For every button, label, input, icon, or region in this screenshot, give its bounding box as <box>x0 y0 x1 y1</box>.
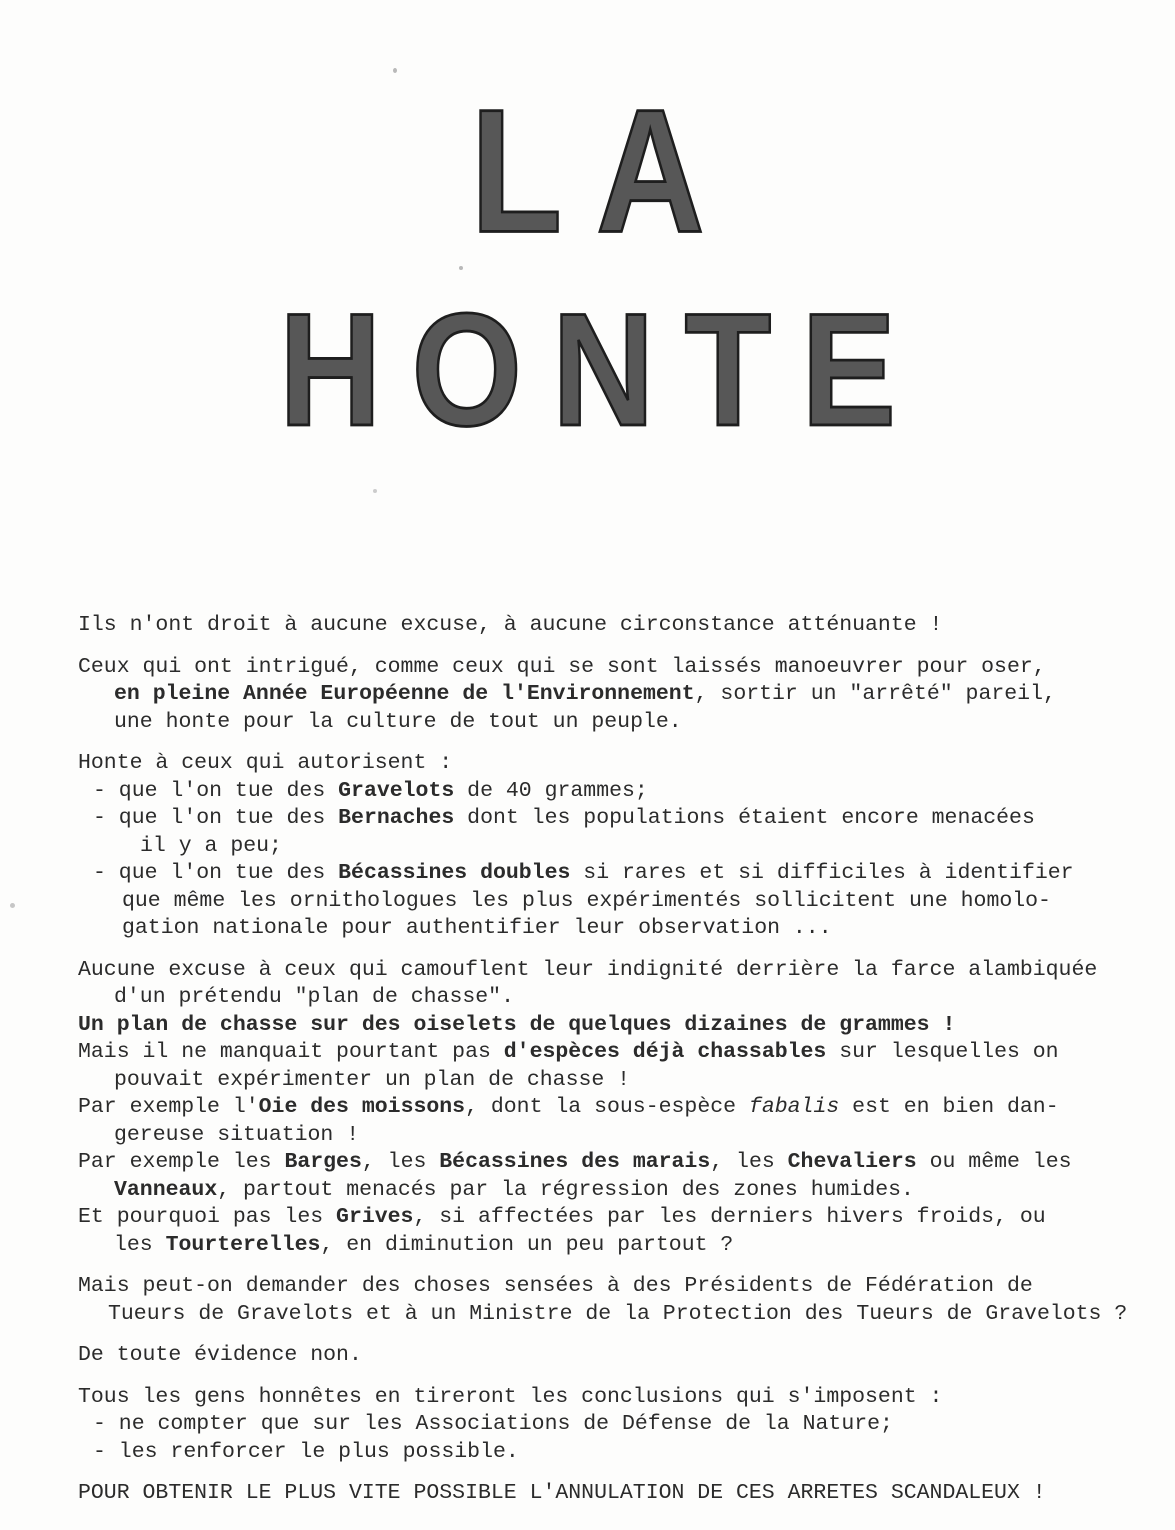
text-segment: POUR OBTENIR LE PLUS VITE POSSIBLE L'ANNULATION DE CES ARRETES SCANDALEUX ! <box>78 1481 1046 1505</box>
text-line <box>78 888 1137 916</box>
text-segment: , les <box>361 1150 440 1174</box>
text-segment: fabalis <box>748 1095 840 1119</box>
text-segment: - les renforcer le plus possible. <box>93 1439 519 1464</box>
text-segment: Ils n'ont droit à aucune excuse, à aucune circonstance atténuante ! <box>78 613 943 637</box>
text-segment: Tueurs de Gravelots et à un Ministre de la Protection des Tueurs de Gravelots ? <box>108 1301 1128 1326</box>
paragraph <box>78 957 1137 1260</box>
text-line <box>78 778 1137 806</box>
text-line <box>78 1204 1137 1232</box>
text-segment: Ceux qui ont intrigué, comme ceux qui se sont laissés manoeuvrer pour oser, <box>78 654 1046 679</box>
text-segment: - ne compter que sur les Associations de Défense de la Nature; <box>93 1412 893 1436</box>
title-word-honte: HONTE <box>279 280 926 460</box>
text-line <box>78 1149 1137 1177</box>
text-line <box>78 1012 1137 1040</box>
text-line <box>78 1273 1137 1301</box>
paragraph <box>78 1480 1137 1508</box>
text-segment: Bernaches <box>338 806 455 830</box>
text-line <box>78 612 1137 640</box>
text-segment: Mais il ne manquait pourtant pas <box>78 1040 504 1064</box>
text-segment: Bécassines doubles <box>338 861 571 885</box>
text-segment: les <box>114 1232 166 1257</box>
text-line <box>78 1039 1137 1067</box>
text-segment: sur lesquelles on <box>826 1040 1059 1064</box>
text-segment: Par exemple l' <box>78 1095 259 1119</box>
text-line <box>78 709 1137 737</box>
paragraph <box>78 612 1137 640</box>
text-segment: Grives <box>336 1205 414 1229</box>
text-segment: Chevaliers <box>787 1150 917 1174</box>
text-segment: , partout menacés par la régression des zones humides. <box>217 1177 914 1202</box>
text-segment: Tourterelles <box>165 1232 321 1257</box>
paragraph <box>78 1342 1137 1370</box>
text-segment: , en diminution un peu partout ? <box>320 1232 734 1257</box>
text-line <box>78 1342 1137 1370</box>
text-line <box>78 915 1137 943</box>
text-line <box>78 957 1137 985</box>
text-segment: Barges <box>284 1150 362 1174</box>
text-segment: est en bien dan- <box>839 1095 1059 1119</box>
document-body <box>78 612 1137 1508</box>
text-segment: Un plan de chasse sur des oiselets de quelques dizaines de grammes ! <box>78 1012 956 1037</box>
text-segment: Oie des moissons <box>258 1095 466 1119</box>
text-segment: - que l'on tue des <box>93 861 339 885</box>
text-segment: de 40 grammes; <box>454 778 648 803</box>
text-line <box>78 1411 1137 1439</box>
text-segment: - que l'on tue des <box>93 778 339 803</box>
text-segment: , les <box>710 1150 788 1174</box>
text-segment: que même les ornithologues les plus expérimentés sollicitent une homolo- <box>122 888 1051 913</box>
text-line <box>78 1067 1137 1095</box>
text-segment: il y a peu; <box>140 833 282 858</box>
scan-speck <box>10 903 15 908</box>
text-line <box>78 1384 1137 1412</box>
text-segment: Bécassines des marais <box>439 1150 711 1174</box>
text-segment: Vanneaux <box>114 1177 218 1202</box>
text-segment: , dont la sous-espèce <box>465 1095 749 1119</box>
text-segment: Tous les gens honnêtes en tireront les conclusions qui s'imposent : <box>78 1384 943 1409</box>
title-word-la: LA <box>470 72 739 269</box>
text-segment: Gravelots <box>338 778 455 803</box>
text-line <box>78 654 1137 682</box>
text-segment: d'un prétendu "plan de chasse". <box>114 985 514 1009</box>
text-segment: en pleine Année Européenne de l'Environnement <box>114 682 695 706</box>
text-line <box>78 681 1137 709</box>
text-segment: Par exemple les <box>78 1150 285 1174</box>
text-segment: dont les populations étaient encore menacées <box>454 806 1035 830</box>
scan-speck <box>459 266 463 270</box>
text-line <box>78 1439 1137 1467</box>
text-segment: gereuse situation ! <box>114 1122 360 1147</box>
text-segment: gation nationale pour authentifier leur observation ... <box>122 916 832 940</box>
text-line <box>78 984 1137 1012</box>
text-segment: ou même les <box>916 1150 1072 1174</box>
text-line <box>78 1122 1137 1150</box>
text-segment: Aucune excuse à ceux qui camouflent leur indignité derrière la farce alambiquée <box>78 957 1098 982</box>
text-line <box>78 1232 1137 1260</box>
text-segment: pouvait expérimenter un plan de chasse ! <box>114 1067 631 1092</box>
text-line <box>78 805 1137 833</box>
text-segment: si rares et si difficiles à identifier <box>570 861 1074 885</box>
text-segment: De toute évidence non. <box>78 1343 362 1367</box>
paragraph <box>78 654 1137 737</box>
paragraph <box>78 1273 1137 1328</box>
text-line <box>78 1094 1137 1122</box>
text-segment: - que l'on tue des <box>93 806 339 830</box>
scan-speck <box>373 489 377 493</box>
text-line <box>78 1301 1137 1329</box>
text-segment: d'espèces déjà chassables <box>503 1040 827 1064</box>
text-line <box>78 833 1137 861</box>
scan-speck <box>393 68 397 73</box>
text-segment: Et pourquoi pas les <box>78 1205 337 1229</box>
text-segment: une honte pour la culture de tout un peuple. <box>114 709 682 734</box>
text-line <box>78 1480 1137 1508</box>
text-segment: Mais peut-on demander des choses sensées à des Présidents de Fédération de <box>78 1274 1033 1298</box>
text-line <box>78 750 1137 778</box>
text-segment: , sortir un "arrêté" pareil, <box>694 682 1056 706</box>
paragraph <box>78 1384 1137 1467</box>
paragraph <box>78 750 1137 943</box>
text-line <box>78 1177 1137 1205</box>
text-segment: Honte à ceux qui autorisent : <box>78 751 453 775</box>
text-segment: , si affectées par les derniers hivers froids, ou <box>413 1205 1046 1229</box>
text-line <box>78 860 1137 888</box>
